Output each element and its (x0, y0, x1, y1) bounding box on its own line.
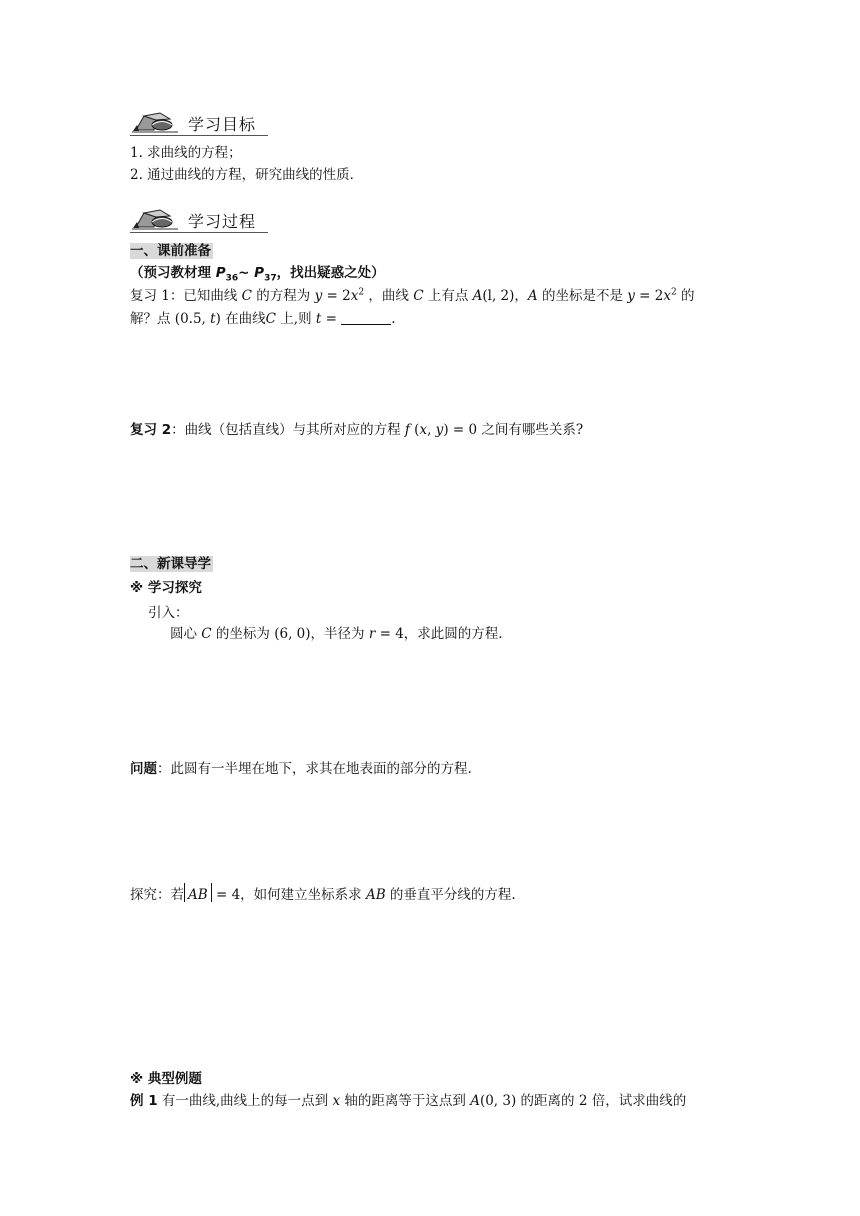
goal-item-1: 1. 求曲线的方程； (130, 145, 242, 161)
goals-header (130, 110, 270, 136)
example-1: 例 1 有一曲线,曲线上的每一点到 x 轴的距离等于这点到 A(0, 3) 的距离的 2 倍，试求曲线的 (130, 1093, 687, 1109)
process-title: 学习过程 (188, 212, 257, 231)
header-underline (130, 135, 268, 136)
answer-blank[interactable] (341, 312, 391, 325)
question: 问题：此圆有一半埋在地下，求其在地表面的部分的方程. (130, 761, 472, 777)
review-1-line-2: 解？点 (0.5, t) 在曲线C 上,则 t = . (130, 311, 396, 327)
prep-heading: 一、课前准备 (130, 243, 211, 259)
review-2: 复习 2：曲线（包括直线）与其所对应的方程 f (x, y) = 0 之间有哪些关系? (130, 422, 584, 438)
prep-note: （预习教材理 $P_{36}\sim$ $P_{37}$，找出疑惑之处） (130, 265, 385, 284)
abs-ab: AB (184, 887, 212, 903)
intro-text: 圆心 C 的坐标为 (6, 0)，半径为 r = 4，求此圆的方程. (170, 626, 503, 642)
examples-heading: ※ 典型例题 (130, 1071, 202, 1087)
book-logo-icon (130, 110, 180, 134)
intro-label: 引入： (148, 605, 189, 621)
process-header (130, 207, 270, 233)
probe: 探究：若 AB = 4，如何建立坐标系求 AB 的垂直平分线的方程. (130, 883, 516, 903)
goals-title: 学习目标 (188, 115, 257, 134)
new-lesson-heading: 二、新课导学 (130, 556, 211, 572)
goal-item-2: 2. 通过曲线的方程，研究曲线的性质． (130, 167, 364, 183)
header-underline (130, 232, 268, 233)
explore-heading: ※ 学习探究 (130, 580, 202, 596)
review-1-line-1: 复习 1：已知曲线 C 的方程为 $y = 2x^2$ ，曲线 C 上有点 A(l, 2)，A 的坐标是不是 $y = 2x^2$ 的 (130, 287, 695, 304)
book-logo-icon (130, 207, 180, 231)
